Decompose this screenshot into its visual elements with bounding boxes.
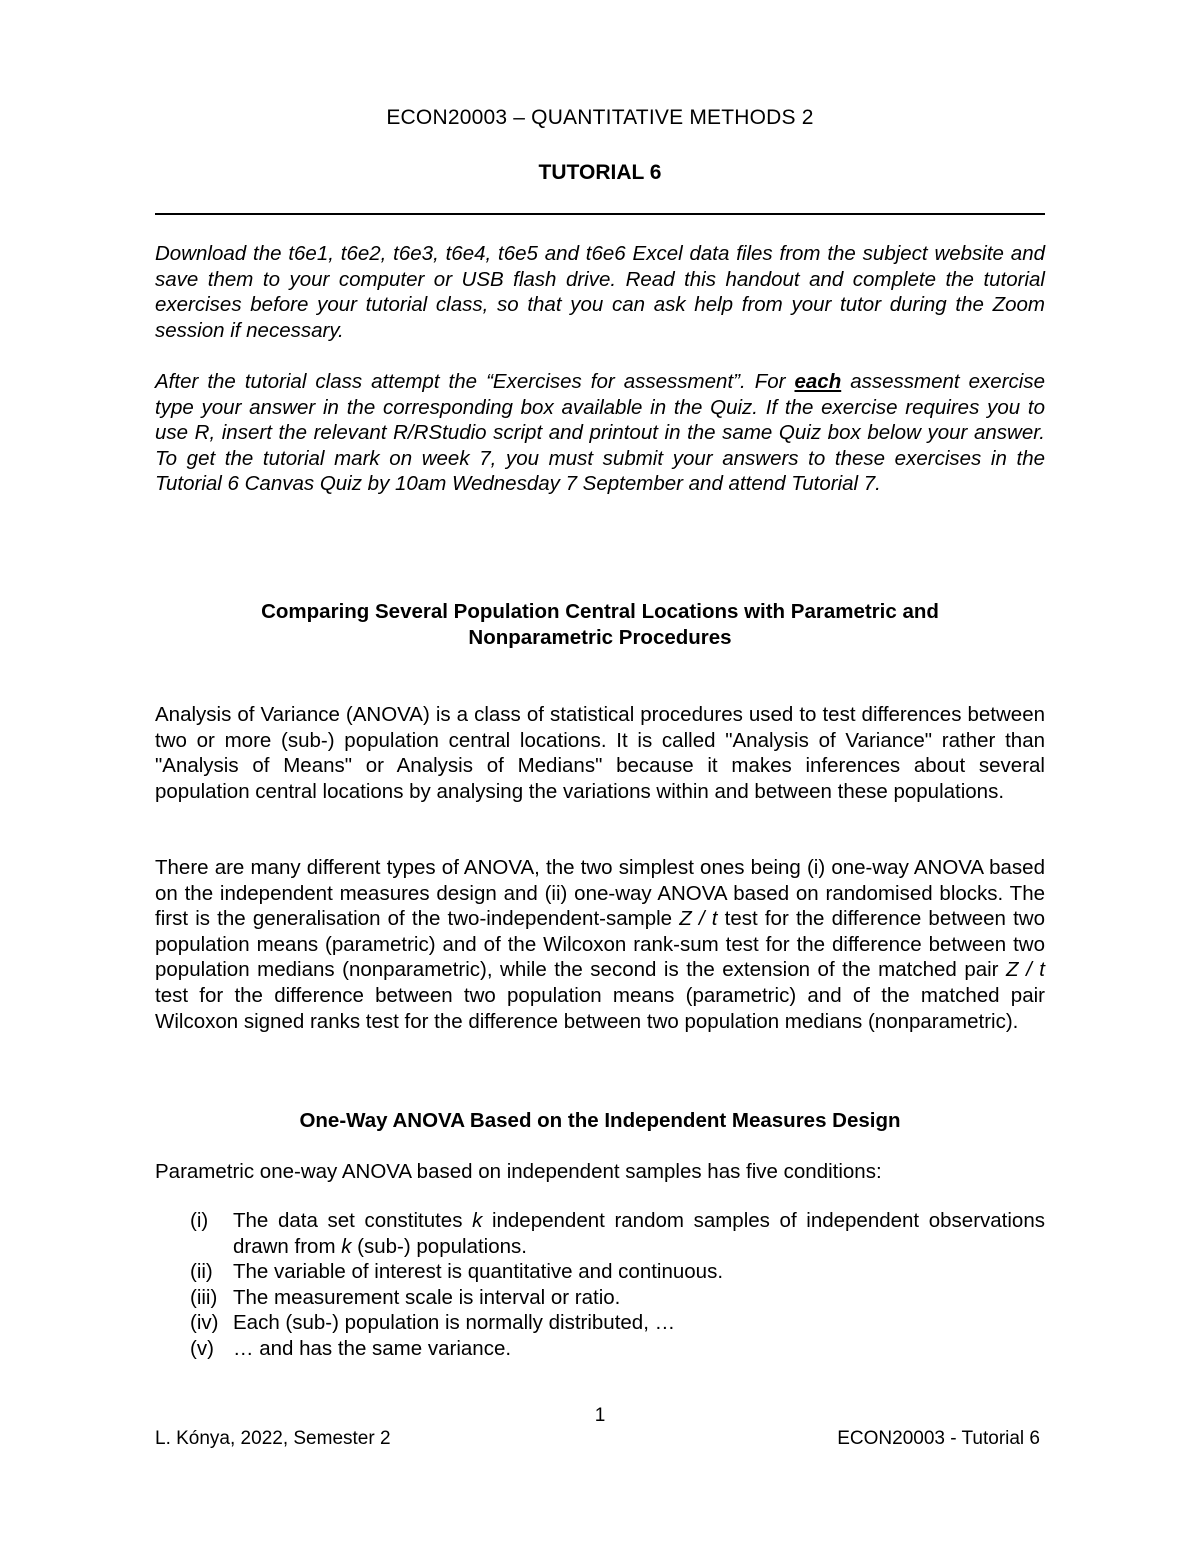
anova-paragraph-2-text-c: test for the difference between two population means (parametric) and of the matched pair Wilcoxon signed ranks test for the difference between two population medians (nonparametric). xyxy=(155,983,1045,1033)
anova-paragraph-1: Analysis of Variance (ANOVA) is a class of statistical procedures used to test differences between two or more (sub-) population central locations. It is called "Analysis of Variance" rather than "Analysis of Means" or Analysis of Medians" because it makes inferences about several population central locations by analysing the variations within and between these populations. xyxy=(155,703,1045,803)
condition-text-c: (sub-) populations. xyxy=(351,1234,527,1258)
condition-number: (i) xyxy=(190,1209,209,1232)
header-divider xyxy=(155,213,1045,215)
condition-item xyxy=(190,1310,1045,1336)
z-t-notation: Z / t xyxy=(1006,958,1046,982)
condition-number: (iii) xyxy=(190,1285,218,1309)
footer-author: L. Kónya, 2022, Semester 2 xyxy=(155,1428,391,1449)
anova-paragraph-2-text-a: There are many different types of ANOVA, the two simplest ones being (i) one-way ANOVA based on the independent measures design and (ii) one-way ANOVA based on randomised blocks. The first is the generalisation of the two-independent-sample xyxy=(155,856,1045,931)
condition-number: (iv) xyxy=(190,1311,219,1335)
z-t-notation: Z / t xyxy=(679,907,718,931)
condition-number: (v) xyxy=(190,1336,214,1360)
condition-text: The measurement scale is interval or ratio. xyxy=(233,1285,621,1309)
condition-item xyxy=(190,1285,1045,1311)
section-heading-one-way: One-Way ANOVA Based on the Independent Measures Design xyxy=(299,1109,901,1132)
footer-course: ECON20003 - Tutorial 6 xyxy=(837,1428,1040,1449)
conditions-list xyxy=(190,1208,1045,1362)
condition-text-a: The data set constitutes xyxy=(233,1209,473,1232)
anova-paragraph-2-text-b: test for the difference between two population means (parametric) and of the Wilcoxon rank-sum test for the difference between two population medians (nonparametric), while the second is the extension of the matched pair xyxy=(155,907,1046,982)
condition-text-b: independent random samples of independent observations drawn from xyxy=(233,1209,1045,1258)
page-number: 1 xyxy=(594,1405,606,1426)
condition-item xyxy=(190,1259,1045,1285)
condition-text: The variable of interest is quantitative and continuous. xyxy=(233,1260,724,1284)
k-variable: k xyxy=(341,1234,352,1258)
condition-text xyxy=(233,1208,1045,1259)
condition-number: (ii) xyxy=(190,1260,213,1284)
condition-text: Each (sub-) population is normally distributed, … xyxy=(233,1311,676,1335)
intro-paragraph-2 xyxy=(155,369,1045,497)
intro-paragraph-2-text-a: After the tutorial class attempt the “Exercises for assessment”. For xyxy=(155,370,795,393)
condition-item xyxy=(190,1336,1045,1362)
condition-item xyxy=(190,1208,1045,1259)
conditions-intro: Parametric one-way ANOVA based on independent samples has five conditions: xyxy=(155,1160,882,1183)
course-title: ECON20003 – QUANTITATIVE METHODS 2 xyxy=(386,106,814,129)
anova-paragraph-2 xyxy=(155,855,1045,1034)
k-variable: k xyxy=(472,1209,483,1232)
section-heading-line-1: Comparing Several Population Central Locations with Parametric and xyxy=(261,600,939,623)
intro-paragraph-2-text-b: assessment exercise type your answer in the corresponding box available in the Quiz. If the exercise requires you to use R, insert the relevant R/RStudio script and printout in the same Quiz box below your answer. To get the tutorial mark on week 7, you must submit your answers to these exercises in the Tutorial 6 Canvas Quiz by 10am Wednesday 7 September and attend Tutorial 7. xyxy=(155,370,1045,496)
section-heading-comparing xyxy=(155,599,1045,650)
each-emphasis: each xyxy=(794,370,842,393)
intro-paragraph-1: Download the t6e1, t6e2, t6e3, t6e4, t6e5 and t6e6 Excel data files from the subject website and save them to your computer or USB flash drive. Read this handout and complete the tutorial exercises before your tutorial class, so that you can ask help from your tutor during the Zoom session if necessary. xyxy=(155,242,1045,342)
section-heading-line-2: Nonparametric Procedures xyxy=(468,625,732,649)
condition-text: … and has the same variance. xyxy=(233,1336,512,1360)
tutorial-title: TUTORIAL 6 xyxy=(538,161,662,184)
